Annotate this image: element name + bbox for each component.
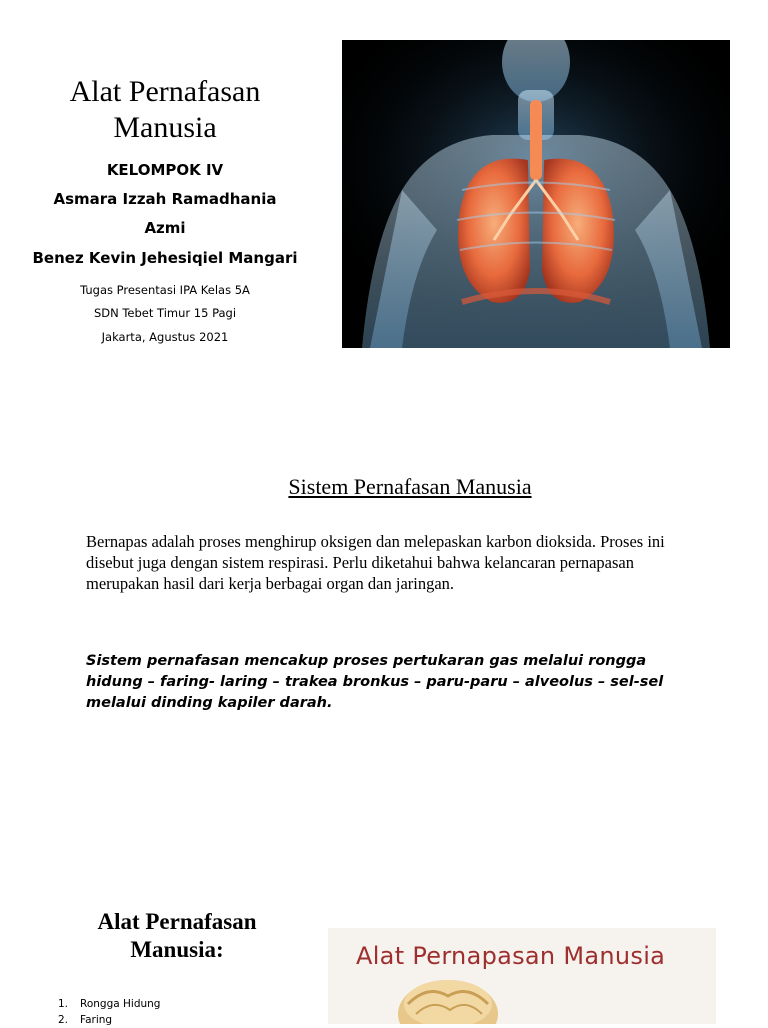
intro-paragraph: Bernapas adalah proses menghirup oksigen dan melepaskan karbon dioksida. Proses ini disebut juga dengan sistem respirasi. Perlu diketahui bahwa kelancaran pernapasan merupakan hasil dari kerja berbagai organ dan jaringan. — [86, 532, 665, 593]
member1-line1: Asmara Izzah Ramadhania — [53, 190, 277, 208]
organs-heading-line1: Alat Pernafasan — [97, 909, 257, 934]
organs-heading-line2: Manusia: — [130, 937, 224, 962]
organs-list — [58, 996, 160, 1028]
slide1-title — [40, 74, 290, 146]
member1-line2: Azmi — [144, 219, 186, 237]
member2: Benez Kevin Jehesiqiel Mangari — [32, 249, 298, 267]
image-title: Alat Pernapasan Manusia — [356, 942, 666, 970]
slide1-title-line2: Manusia — [113, 111, 217, 144]
organs-heading — [70, 908, 284, 964]
group-name: KELOMPOK IV — [106, 161, 224, 179]
respiratory-organs-image — [328, 928, 716, 1024]
list-item: 2. Faring — [58, 1014, 113, 1026]
slide1-title-line1: Alat Pernafasan — [69, 75, 261, 108]
list-item: 1. Rongga Hidung — [58, 998, 161, 1010]
assignment-text: Tugas Presentasi IPA Kelas 5A — [80, 283, 250, 297]
school-text: SDN Tebet Timur 15 Pagi — [93, 306, 237, 320]
place-date-text: Jakarta, Agustus 2021 — [101, 330, 229, 344]
respiratory-body-image — [342, 40, 730, 348]
section-heading: Sistem Pernafasan Manusia — [288, 474, 532, 499]
system-paragraph: Sistem pernafasan mencakup proses pertukaran gas melalui rongga hidung – faring- laring – trakea bronkus – paru-paru – alveolus – sel-sel melalui dinding kapiler darah. — [86, 653, 664, 711]
respiratory-body-illustration — [342, 40, 730, 348]
head-illustration — [388, 974, 508, 1024]
